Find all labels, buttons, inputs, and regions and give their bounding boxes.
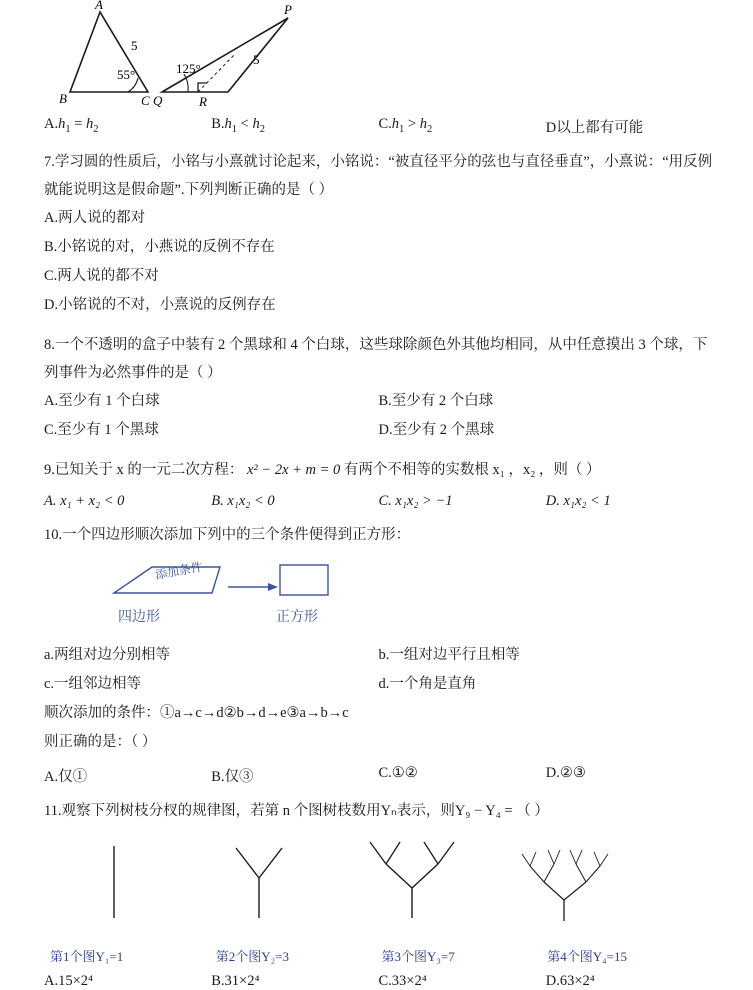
question-7 bbox=[0, 149, 753, 204]
label-side-right: 5 bbox=[253, 52, 260, 67]
q7-option-d[interactable]: D.小铭说的不对，小熹说的反例存在 bbox=[44, 297, 276, 314]
q10-option-a[interactable]: A.仅① bbox=[44, 769, 88, 786]
q11-option-a[interactable]: A.15×2⁴ bbox=[44, 972, 94, 989]
q11-figure-labels bbox=[0, 946, 753, 965]
q9-options-row bbox=[0, 493, 753, 510]
q8-option-d[interactable]: D.至少有 2 个黑球 bbox=[378, 422, 495, 439]
q11-figure-label-1: 第1个图Y₁=1 bbox=[50, 948, 124, 964]
label-A: A bbox=[95, 0, 103, 12]
q11-option-b[interactable]: B.31×2⁴ bbox=[211, 972, 260, 989]
figure-quad-to-square bbox=[0, 549, 753, 641]
q10-option-c[interactable]: C.①② bbox=[378, 765, 418, 782]
question-11 bbox=[0, 798, 753, 826]
q10-conditions-row-1 bbox=[0, 641, 753, 670]
q7-stem: 7.学习圆的性质后，小铭与小熹就讨论起来，小铭说：“被直径平分的弦也与直径垂直”，小熹说：“用反例就能说明这是假命题”.下列判断正确的是（ ） bbox=[44, 154, 713, 198]
label-angle-right: 125° bbox=[176, 61, 201, 76]
q11-figure-label-3: 第3个图Y₃=7 bbox=[381, 948, 455, 964]
q6-option-a[interactable]: $A.h_1 = h_2$ bbox=[44, 116, 99, 135]
label-add-condition: 添加条件 bbox=[154, 560, 204, 583]
q11-figure-label-4: 第4个图Y₄=15 bbox=[547, 948, 628, 964]
q6-option-d[interactable]: D以上都有可能 bbox=[545, 120, 644, 136]
q9-stem bbox=[44, 457, 713, 485]
label-Q: Q bbox=[153, 93, 163, 108]
figure-triangles bbox=[0, 0, 753, 110]
q8-option-b[interactable]: B.至少有 2 个白球 bbox=[378, 393, 494, 410]
q11-options-row bbox=[0, 973, 753, 990]
q11-option-c[interactable]: C.33×2⁴ bbox=[378, 972, 427, 989]
label-C: C bbox=[141, 93, 150, 108]
q10-ask-line: 则正确的是：（ ） bbox=[44, 734, 157, 751]
label-quadrilateral: 四边形 bbox=[118, 608, 160, 625]
q8-option-a[interactable]: A.至少有 1 个白球 bbox=[44, 393, 160, 410]
question-8 bbox=[0, 332, 753, 387]
q10-condition-b: b.一组对边平行且相等 bbox=[378, 647, 520, 664]
q8-options-row-1 bbox=[0, 387, 753, 416]
q9-stem-suffix: 有两个不相等的实数根 x₁ ，x₂ ，则（ ） bbox=[343, 462, 601, 479]
q6-options-row bbox=[0, 116, 753, 137]
q6-option-c[interactable]: $C.h_1 > h_2$ bbox=[378, 116, 433, 135]
q11-figure-label-2: 第2个图Y₂=3 bbox=[215, 948, 290, 964]
label-B: B bbox=[59, 91, 67, 106]
q8-stem: 8.一个不透明的盒子中装有 2 个黑球和 4 个白球，这些球除颜色外其他均相同，从中任意摸出 3 个球，下列事件为必然事件的是（ ） bbox=[44, 337, 708, 381]
q10-condition-d: d.一个角是直角 bbox=[378, 676, 477, 693]
q10-conditions-row-2 bbox=[0, 670, 753, 699]
label-P: P bbox=[284, 2, 292, 17]
q10-options-row bbox=[0, 765, 753, 786]
label-angle-left: 55° bbox=[117, 67, 136, 82]
label-R: R bbox=[199, 94, 207, 109]
q9-option-a[interactable]: A. x₁ + x₂ < 0 bbox=[44, 492, 125, 509]
q9-option-d[interactable]: D. x₁x₂ < 1 bbox=[545, 492, 611, 509]
q10-stem: 10.一个四边形顺次添加下列中的三个条件便得到正方形： bbox=[44, 526, 411, 543]
q11-stem: 11.观察下列树枝分杈的规律图，若第 n 个图树枝数用Yₙ表示，则Y₉ − Y₄ = （ ） bbox=[44, 803, 549, 820]
q8-option-c[interactable]: C.至少有 1 个黑球 bbox=[44, 422, 159, 439]
question-9 bbox=[0, 457, 753, 485]
q6-option-b[interactable]: $B.h_1 < h_2$ bbox=[211, 116, 265, 135]
q9-equation: x² − 2x + m = 0 bbox=[247, 462, 341, 479]
label-side-left: 5 bbox=[131, 38, 138, 53]
q9-option-c[interactable]: C. x₁x₂ > −1 bbox=[378, 492, 453, 509]
q10-option-b[interactable]: B.仅③ bbox=[211, 769, 254, 786]
q11-option-d[interactable]: D.63×2⁴ bbox=[545, 972, 595, 989]
q10-sequence bbox=[0, 699, 753, 757]
tree-branches-svg bbox=[44, 826, 704, 936]
q7-option-a[interactable]: A.两人说的都对 bbox=[44, 210, 146, 227]
question-10 bbox=[0, 522, 753, 550]
figure-tree-branches bbox=[0, 826, 753, 946]
q10-condition-c: c.一组邻边相等 bbox=[44, 676, 142, 693]
q9-option-b[interactable]: B. x₁x₂ < 0 bbox=[211, 492, 275, 509]
q7-options bbox=[0, 204, 753, 320]
label-square: 正方形 bbox=[276, 608, 318, 625]
q10-condition-a: a.两组对边分别相等 bbox=[44, 647, 171, 664]
q7-option-b[interactable]: B.小铭说的对，小燕说的反例不存在 bbox=[44, 239, 275, 256]
quad-square-svg bbox=[100, 549, 400, 635]
q10-sequence-line: 顺次添加的条件：①a→c→d②b→d→e③a→b→c bbox=[44, 705, 349, 722]
q7-option-c[interactable]: C.两人说的都不对 bbox=[44, 268, 159, 285]
q9-stem-prefix: 9.已知关于 x 的一元二次方程： bbox=[44, 462, 244, 479]
q8-options-row-2 bbox=[0, 416, 753, 445]
triangles-svg bbox=[0, 0, 753, 110]
q10-option-d[interactable]: D.②③ bbox=[545, 765, 586, 782]
